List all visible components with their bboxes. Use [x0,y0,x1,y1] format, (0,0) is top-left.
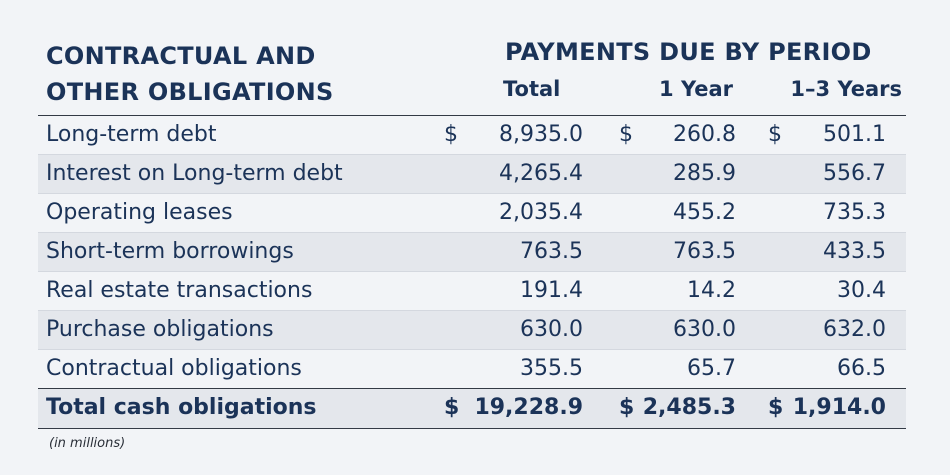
years1-3-value: 1,914.0 [792,395,886,420]
column-header-1-year: 1 Year [659,77,733,101]
year1-value: 2,485.3 [642,395,736,420]
row-label: Short-term borrowings [46,239,294,264]
title-line-2: OTHER OBLIGATIONS [46,78,334,106]
years1-3-value: 501.1 [823,122,886,147]
table-row [38,311,906,350]
title-line-1: CONTRACTUAL AND [46,42,316,70]
currency-symbol: $ [619,122,633,147]
year1-value: 260.8 [673,122,736,147]
currency-symbol: $ [768,395,784,420]
table-row [38,272,906,311]
currency-symbol: $ [619,395,635,420]
total-value: 8,935.0 [499,122,583,147]
years1-3-value: 30.4 [837,278,886,303]
total-value: 19,228.9 [474,395,583,420]
column-header-total: Total [503,77,561,101]
table-row [38,116,906,155]
table-row [38,233,906,272]
year1-value: 285.9 [673,161,736,186]
table-title [46,38,334,110]
total-value: 763.5 [520,239,583,264]
total-value: 4,265.4 [499,161,583,186]
total-row [38,388,906,429]
table-row [38,350,906,389]
row-label: Operating leases [46,200,233,225]
year1-value: 763.5 [673,239,736,264]
year1-value: 455.2 [673,200,736,225]
period-heading: PAYMENTS DUE BY PERIOD [505,38,872,66]
units-note: (in millions) [49,436,126,451]
years1-3-value: 735.3 [823,200,886,225]
currency-symbol: $ [444,395,460,420]
years1-3-value: 433.5 [823,239,886,264]
year1-value: 65.7 [687,356,736,381]
row-label: Contractual obligations [46,356,302,381]
obligations-table [38,115,906,429]
row-label: Real estate transactions [46,278,313,303]
row-label: Long-term debt [46,122,217,147]
currency-symbol: $ [444,122,458,147]
total-value: 191.4 [520,278,583,303]
years1-3-value: 632.0 [823,317,886,342]
total-row-label: Total cash obligations [46,395,317,420]
currency-symbol: $ [768,122,782,147]
total-value: 355.5 [520,356,583,381]
total-value: 630.0 [520,317,583,342]
column-header-1-3-years: 1–3 Years [790,77,902,101]
row-label: Interest on Long-term debt [46,161,343,186]
years1-3-value: 66.5 [837,356,886,381]
table-row [38,155,906,194]
row-label: Purchase obligations [46,317,274,342]
table-row [38,194,906,233]
year1-value: 14.2 [687,278,736,303]
years1-3-value: 556.7 [823,161,886,186]
total-value: 2,035.4 [499,200,583,225]
year1-value: 630.0 [673,317,736,342]
